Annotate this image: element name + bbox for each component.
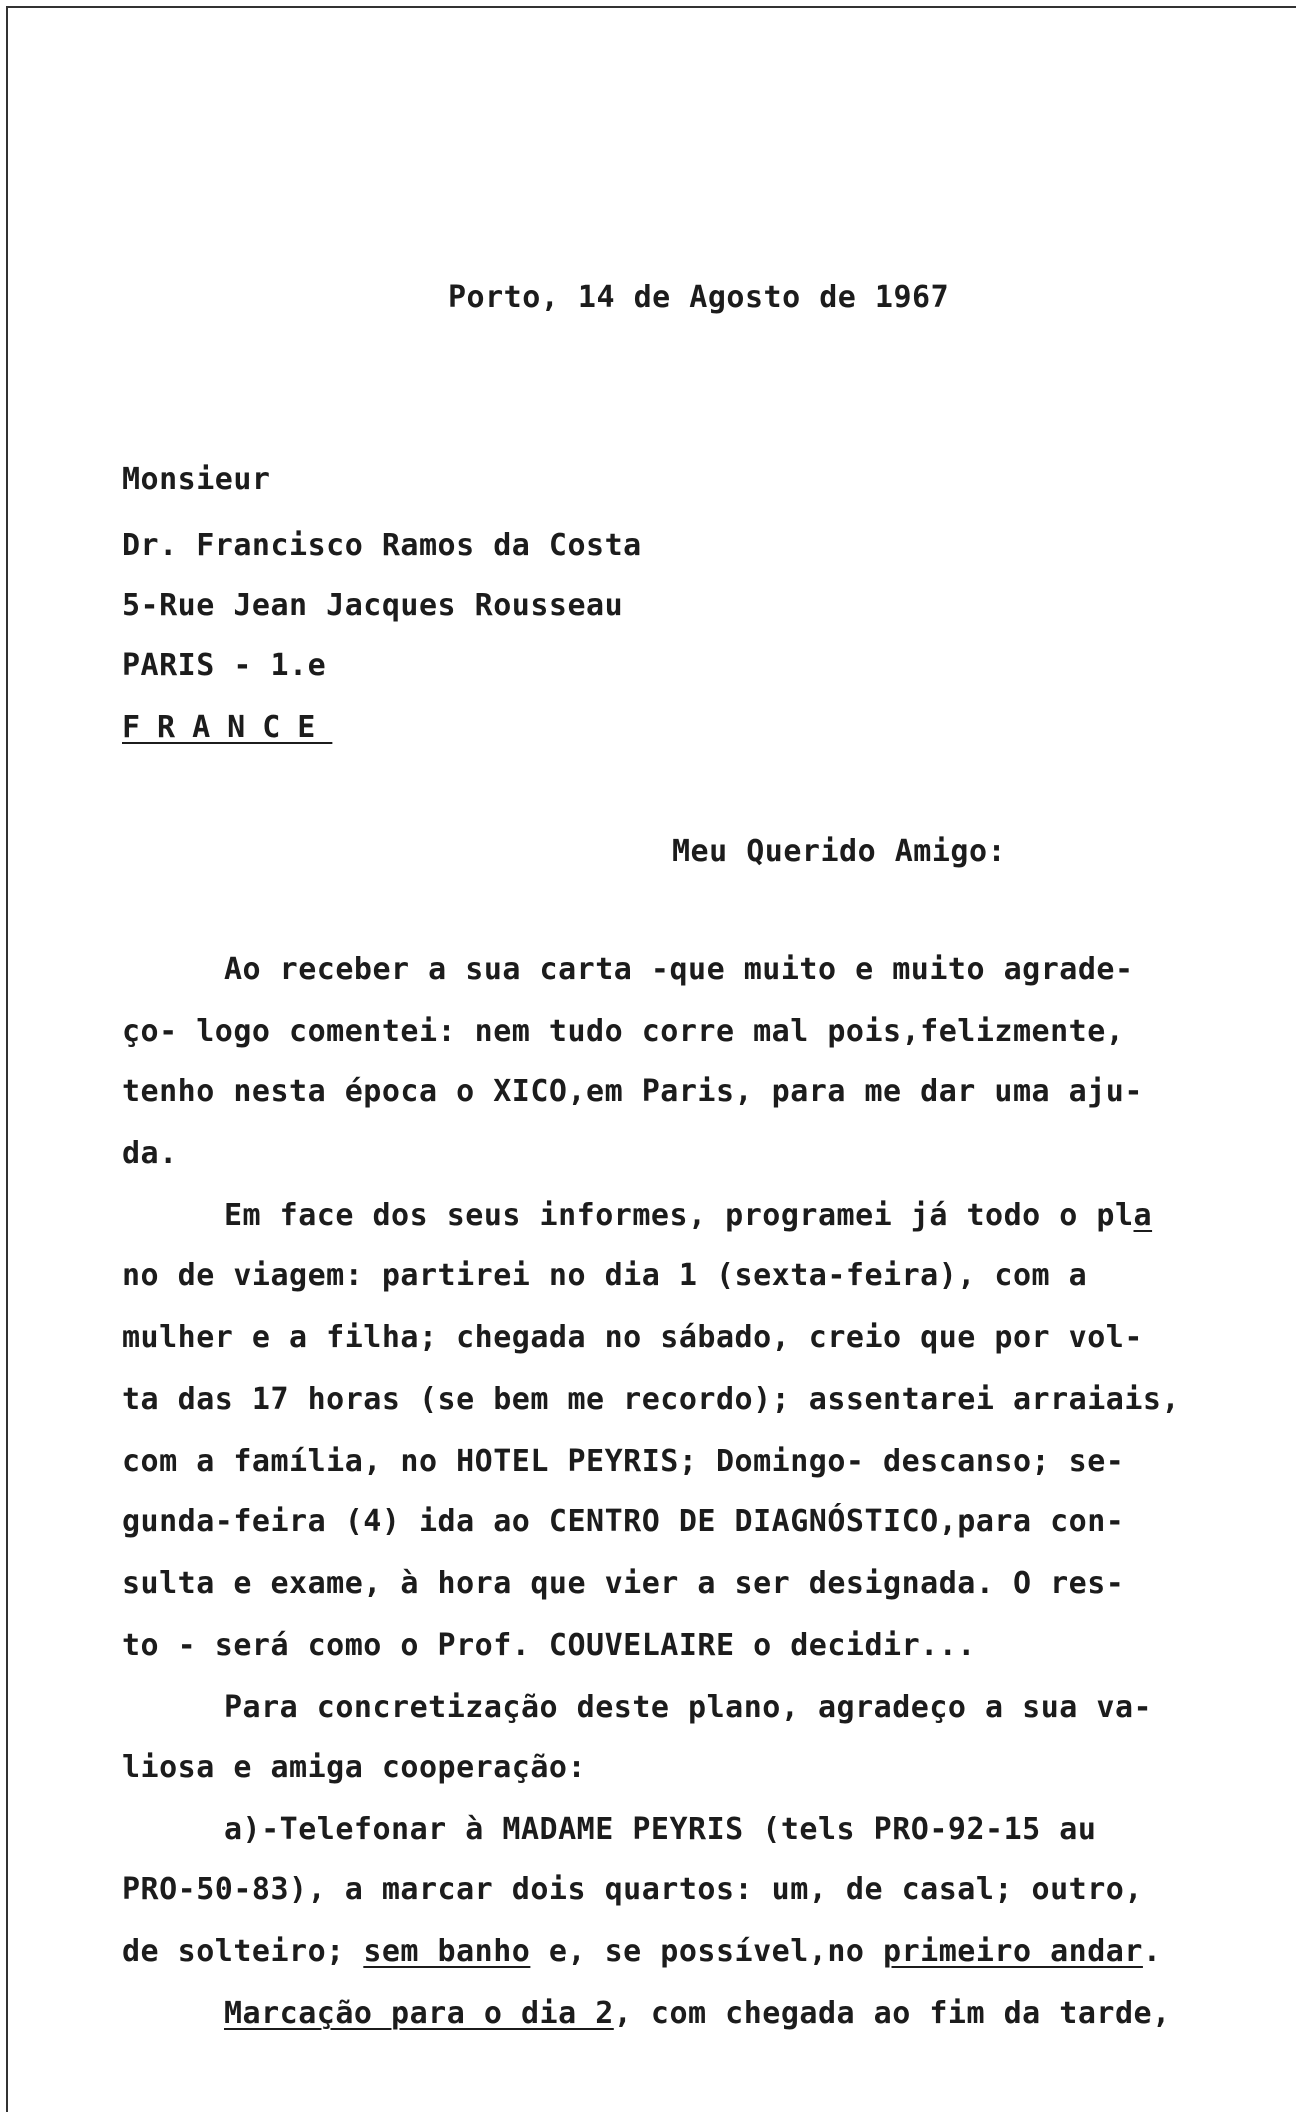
address-line-1: Monsieur bbox=[122, 462, 271, 497]
address-country: FRANCE bbox=[122, 710, 333, 745]
page-edge-top bbox=[6, 6, 1296, 8]
item-a-line-3-text-3: . bbox=[1142, 1934, 1162, 1969]
letter-date: Porto, 14 de Agosto de 1967 bbox=[448, 280, 950, 315]
paragraph-2-line-3: mulher e a filha; chegada no sábado, creio que por vol- bbox=[122, 1320, 1143, 1355]
item-a-line-3-text-1: de solteiro; bbox=[122, 1934, 364, 1969]
address-line-2: Dr. Francisco Ramos da Costa bbox=[122, 528, 642, 563]
item-a-line-3 bbox=[122, 1934, 1161, 1970]
paragraph-1-line-2: ço- logo comentei: nem tudo corre mal pois,felizmente, bbox=[122, 1014, 1125, 1049]
paragraph-1-line-3: tenho nesta época o XICO,em Paris, para me dar uma aju- bbox=[122, 1074, 1143, 1109]
paragraph-3-line-1: Para concretização deste plano, agradeço a sua va- bbox=[224, 1690, 1153, 1725]
underlined-marcacao: Marcação para o dia 2 bbox=[224, 1996, 614, 2031]
item-a-line-4-text: , com chegada ao fim da tarde, bbox=[613, 1996, 1171, 2031]
item-a-line-2: PRO-50-83), a marcar dois quartos: um, de casal; outro, bbox=[122, 1872, 1143, 1907]
paragraph-2-line-4: ta das 17 horas (se bem me recordo); assentarei arraiais, bbox=[122, 1382, 1181, 1417]
item-a-line-1: a)-Telefonar à MADAME PEYRIS (tels PRO-92-15 au bbox=[224, 1812, 1097, 1847]
item-a-line-3-text-2: e, se possível,no bbox=[530, 1934, 884, 1969]
paragraph-2-line-1-text: Em face dos seus informes, programei já todo o pl bbox=[224, 1198, 1134, 1233]
paragraph-2-line-8: to - será como o Prof. COUVELAIRE o decidir... bbox=[122, 1628, 976, 1663]
underlined-primeiro-andar: primeiro andar bbox=[883, 1934, 1143, 1969]
paragraph-1-line-4: da. bbox=[122, 1136, 178, 1171]
address-line-3: 5-Rue Jean Jacques Rousseau bbox=[122, 588, 624, 623]
paragraph-2-line-1 bbox=[224, 1198, 1152, 1234]
underlined-sem-banho: sem banho bbox=[363, 1934, 531, 1969]
paragraph-2-line-7: sulta e exame, à hora que vier a ser designada. O res- bbox=[122, 1566, 1125, 1601]
paragraph-2-line-6: gunda-feira (4) ida ao CENTRO DE DIAGNÓSTICO,para con- bbox=[122, 1504, 1125, 1539]
paragraph-2-line-1-underlined: a bbox=[1133, 1198, 1153, 1233]
item-a-line-4 bbox=[224, 1996, 1171, 2032]
page-edge-left bbox=[6, 6, 8, 2112]
paragraph-3-line-2: liosa e amiga cooperação: bbox=[122, 1750, 587, 1785]
paragraph-1-line-1: Ao receber a sua carta -que muito e muito agrade- bbox=[224, 952, 1134, 987]
salutation: Meu Querido Amigo: bbox=[672, 834, 1007, 869]
paragraph-2-line-2: no de viagem: partirei no dia 1 (sexta-feira), com a bbox=[122, 1258, 1088, 1293]
address-line-4: PARIS - 1.e bbox=[122, 648, 327, 683]
paragraph-2-line-5: com a família, no HOTEL PEYRIS; Domingo- descanso; se- bbox=[122, 1444, 1125, 1479]
